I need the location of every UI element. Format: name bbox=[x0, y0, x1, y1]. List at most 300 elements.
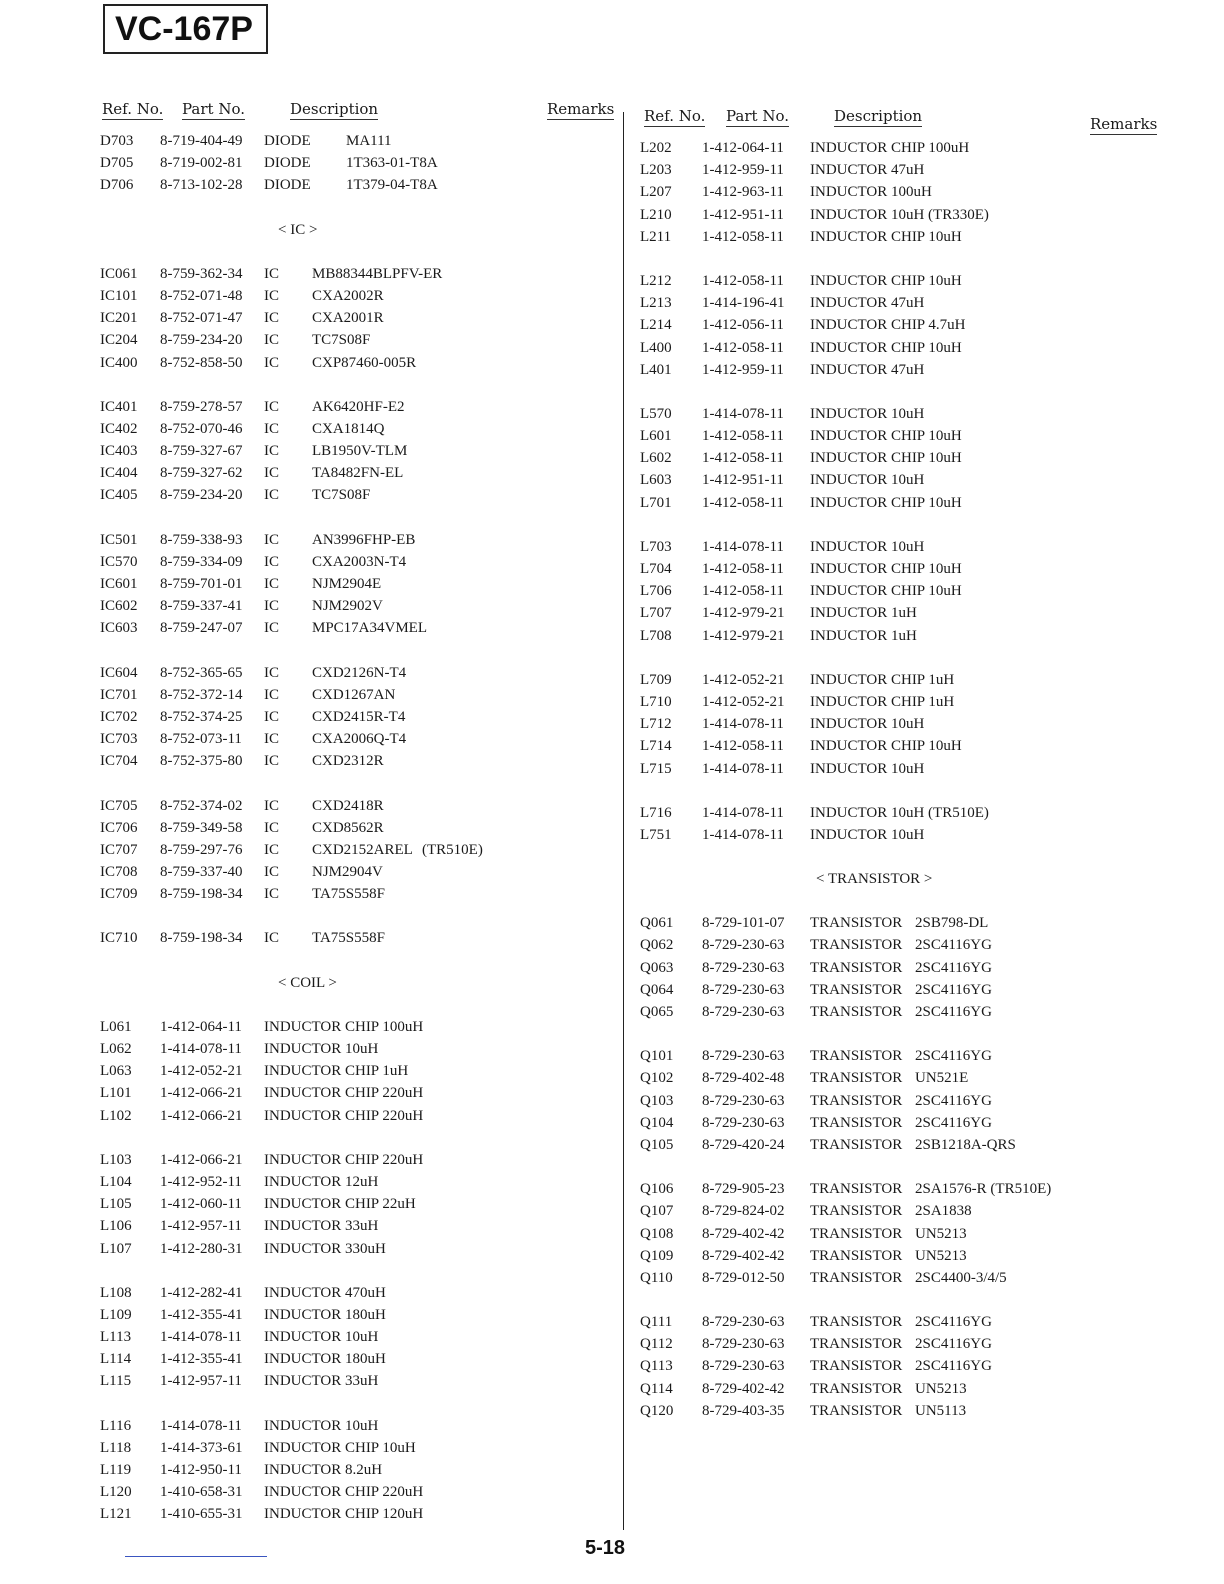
part-row bbox=[100, 795, 610, 817]
ref-no: L703 bbox=[640, 538, 672, 555]
part-row bbox=[640, 159, 1160, 181]
part-no: 8-729-230-63 bbox=[702, 981, 785, 998]
part-row bbox=[100, 839, 610, 861]
part-row bbox=[100, 263, 610, 285]
part-row bbox=[100, 1171, 610, 1193]
part-value: CXA1814Q bbox=[312, 420, 385, 437]
part-row bbox=[640, 270, 1160, 292]
ref-no: L707 bbox=[640, 605, 672, 622]
part-no: 1-412-058-11 bbox=[702, 272, 784, 289]
description: IC bbox=[264, 753, 279, 770]
part-value: UN5213 bbox=[915, 1247, 967, 1264]
part-no: 8-729-230-63 bbox=[702, 1004, 785, 1020]
part-no: 8-752-070-46 bbox=[160, 420, 243, 437]
ref-no: IC707 bbox=[100, 841, 138, 858]
row-gap bbox=[100, 994, 610, 1016]
description: INDUCTOR CHIP 10uH bbox=[810, 494, 962, 511]
part-row bbox=[640, 1112, 1160, 1134]
parts-column-right bbox=[640, 107, 1160, 1422]
part-row bbox=[640, 425, 1160, 447]
description: IC bbox=[264, 310, 279, 327]
ref-no: L712 bbox=[640, 716, 672, 733]
ref-no: L214 bbox=[640, 317, 672, 334]
description: INDUCTOR 100uH bbox=[810, 184, 932, 201]
part-row bbox=[640, 957, 1160, 979]
ref-no: L114 bbox=[100, 1351, 132, 1368]
part-row bbox=[640, 625, 1160, 647]
header-part: Part No. bbox=[182, 100, 245, 118]
ref-no: Q107 bbox=[640, 1203, 674, 1220]
part-no: 8-759-337-40 bbox=[160, 864, 243, 881]
part-row bbox=[640, 580, 1160, 602]
ref-no: L109 bbox=[100, 1306, 132, 1323]
ref-no: IC603 bbox=[100, 620, 138, 637]
description: TRANSISTOR bbox=[810, 1004, 903, 1020]
description: INDUCTOR CHIP 10uH bbox=[810, 450, 962, 467]
part-row bbox=[100, 595, 610, 617]
part-row bbox=[100, 1326, 610, 1348]
part-no: 8-729-012-50 bbox=[702, 1269, 785, 1286]
ref-no: Q065 bbox=[640, 1004, 674, 1020]
part-no: 1-412-052-21 bbox=[160, 1063, 243, 1080]
part-row bbox=[100, 352, 610, 374]
part-row bbox=[100, 1149, 610, 1171]
description: IC bbox=[264, 864, 279, 881]
part-no: 8-729-230-63 bbox=[702, 1114, 785, 1131]
part-row bbox=[100, 1105, 610, 1127]
part-value: 2SC4116YG bbox=[915, 937, 992, 954]
part-value: CXP87460-005R bbox=[312, 354, 417, 371]
description: IC bbox=[264, 531, 279, 548]
description: IC bbox=[264, 620, 279, 637]
description: IC bbox=[264, 731, 279, 748]
part-value: MA111 bbox=[346, 133, 392, 149]
part-row bbox=[640, 1355, 1160, 1377]
ref-no: Q102 bbox=[640, 1070, 674, 1087]
part-no: 1-414-078-11 bbox=[702, 538, 784, 555]
description: TRANSISTOR bbox=[810, 959, 903, 976]
part-row bbox=[640, 602, 1160, 624]
description: TRANSISTOR bbox=[810, 1402, 903, 1419]
row-gap bbox=[640, 248, 1160, 270]
description: TRANSISTOR bbox=[810, 1380, 903, 1397]
part-no: 8-719-002-81 bbox=[160, 155, 243, 172]
description: TRANSISTOR bbox=[810, 1247, 903, 1264]
part-value: CXD1267AN bbox=[312, 686, 396, 703]
ref-no: D703 bbox=[100, 133, 134, 149]
part-row bbox=[100, 706, 610, 728]
part-no: 1-412-056-11 bbox=[702, 317, 784, 334]
description: INDUCTOR CHIP 10uH bbox=[810, 339, 962, 356]
row-gap bbox=[100, 905, 610, 927]
ref-no: IC703 bbox=[100, 731, 138, 748]
header-remarks: Remarks bbox=[547, 100, 615, 118]
description: TRANSISTOR bbox=[810, 1070, 903, 1087]
description: DIODE bbox=[264, 133, 311, 149]
section-heading-label: < IC > bbox=[278, 221, 318, 238]
part-no: 8-729-230-63 bbox=[702, 1336, 785, 1353]
ref-no: IC701 bbox=[100, 686, 138, 703]
description: IC bbox=[264, 553, 279, 570]
part-no: 1-412-058-11 bbox=[702, 561, 784, 577]
page-number: 5-18 bbox=[585, 1537, 626, 1559]
description: IC bbox=[264, 354, 279, 371]
description: INDUCTOR 330uH bbox=[264, 1240, 386, 1257]
description: TRANSISTOR bbox=[810, 1336, 903, 1353]
part-row bbox=[100, 462, 610, 484]
part-no: 8-759-327-62 bbox=[160, 465, 243, 482]
ref-no: IC570 bbox=[100, 553, 138, 570]
ref-no: D705 bbox=[100, 155, 134, 172]
description: INDUCTOR 10uH bbox=[810, 538, 925, 555]
part-no: 1-412-058-11 bbox=[702, 450, 784, 467]
part-no: 8-729-824-02 bbox=[702, 1203, 785, 1220]
part-row bbox=[640, 204, 1160, 226]
ref-no: L400 bbox=[640, 339, 672, 356]
ref-no: L106 bbox=[100, 1218, 132, 1235]
description: IC bbox=[264, 819, 279, 836]
description: INDUCTOR 1uH bbox=[810, 627, 917, 644]
ref-no: L107 bbox=[100, 1240, 132, 1257]
description: INDUCTOR CHIP 22uH bbox=[264, 1196, 416, 1213]
description: INDUCTOR CHIP 10uH bbox=[810, 561, 962, 577]
part-row bbox=[640, 713, 1160, 735]
part-no: 1-412-058-11 bbox=[702, 494, 784, 511]
part-no: 1-414-078-11 bbox=[702, 760, 784, 777]
part-no: 8-729-230-63 bbox=[702, 1314, 785, 1331]
ref-no: L207 bbox=[640, 184, 672, 201]
ref-no: L751 bbox=[640, 826, 672, 843]
description: INDUCTOR 33uH bbox=[264, 1218, 379, 1235]
section-heading bbox=[100, 219, 610, 241]
part-value: TA75S558F bbox=[312, 930, 385, 947]
ref-no: L212 bbox=[640, 272, 672, 289]
part-no: 8-729-230-63 bbox=[702, 1092, 785, 1109]
part-row bbox=[640, 1200, 1160, 1222]
part-row bbox=[640, 758, 1160, 780]
part-row bbox=[100, 418, 610, 440]
part-value: 2SB1218A-QRS bbox=[915, 1136, 1016, 1153]
part-no: 1-412-066-21 bbox=[160, 1107, 243, 1124]
part-value: 2SA1576-R (TR510E) bbox=[915, 1181, 1052, 1198]
ref-no: IC101 bbox=[100, 287, 138, 304]
part-row bbox=[640, 1090, 1160, 1112]
ref-no: IC405 bbox=[100, 487, 138, 504]
part-value: CXD2152AREL bbox=[312, 841, 413, 858]
description: TRANSISTOR bbox=[810, 1358, 903, 1375]
part-no: 1-414-078-11 bbox=[702, 405, 784, 422]
part-row bbox=[640, 314, 1160, 336]
ref-no: L401 bbox=[640, 361, 672, 378]
ref-no: Q105 bbox=[640, 1136, 674, 1153]
ref-no: L115 bbox=[100, 1373, 132, 1390]
part-no: 8-759-327-67 bbox=[160, 443, 243, 460]
ref-no: L210 bbox=[640, 206, 672, 223]
part-no: 8-759-362-34 bbox=[160, 265, 243, 282]
ref-no: IC708 bbox=[100, 864, 138, 881]
part-row bbox=[640, 469, 1160, 491]
part-no: 1-412-066-21 bbox=[160, 1085, 243, 1102]
part-value: 2SC4116YG bbox=[915, 1004, 992, 1020]
part-no: 8-752-365-65 bbox=[160, 664, 243, 681]
part-no: 8-759-198-34 bbox=[160, 886, 243, 903]
row-gap bbox=[100, 640, 610, 662]
description: INDUCTOR 180uH bbox=[264, 1351, 386, 1368]
ref-no: L120 bbox=[100, 1484, 132, 1501]
part-no: 8-719-404-49 bbox=[160, 133, 243, 149]
part-no: 1-414-078-11 bbox=[702, 716, 784, 733]
description: IC bbox=[264, 598, 279, 615]
ref-no: L706 bbox=[640, 583, 672, 600]
part-row bbox=[640, 1378, 1160, 1400]
part-value: MB88344BLPFV-ER bbox=[312, 265, 443, 282]
part-row bbox=[100, 1503, 610, 1525]
description: TRANSISTOR bbox=[810, 1314, 903, 1331]
ref-no: IC704 bbox=[100, 753, 138, 770]
row-gap bbox=[640, 890, 1160, 912]
part-no: 1-412-963-11 bbox=[702, 184, 784, 201]
ref-no: IC709 bbox=[100, 886, 138, 903]
part-row bbox=[640, 934, 1160, 956]
part-value: 2SC4116YG bbox=[915, 1048, 992, 1065]
part-row bbox=[640, 912, 1160, 934]
description: IC bbox=[264, 398, 279, 415]
ref-no: L061 bbox=[100, 1018, 132, 1035]
header-description: Description bbox=[834, 107, 923, 125]
description: INDUCTOR 47uH bbox=[810, 295, 925, 312]
ref-no: Q103 bbox=[640, 1092, 674, 1109]
description: INDUCTOR CHIP 10uH bbox=[810, 428, 962, 445]
ref-no: L118 bbox=[100, 1439, 132, 1456]
column-header-left bbox=[100, 100, 615, 130]
ref-no: L202 bbox=[640, 140, 672, 156]
part-no: 1-410-655-31 bbox=[160, 1506, 243, 1523]
part-row bbox=[640, 1067, 1160, 1089]
part-row bbox=[640, 1267, 1160, 1289]
row-gap bbox=[640, 647, 1160, 669]
part-no: 1-414-196-41 bbox=[702, 295, 785, 312]
part-row bbox=[640, 558, 1160, 580]
part-row bbox=[100, 684, 610, 706]
part-no: 8-729-905-23 bbox=[702, 1181, 785, 1198]
part-no: 1-412-060-11 bbox=[160, 1196, 242, 1213]
ref-no: L116 bbox=[100, 1417, 132, 1434]
part-no: 1-412-951-11 bbox=[702, 472, 784, 489]
part-value: TA8482FN-EL bbox=[312, 465, 404, 482]
ref-no: L211 bbox=[640, 228, 672, 245]
parts-list-right bbox=[640, 137, 1160, 1422]
ref-no: IC601 bbox=[100, 576, 138, 592]
part-no: 1-412-058-11 bbox=[702, 428, 784, 445]
part-no: 1-412-959-11 bbox=[702, 162, 784, 179]
part-no: 1-412-979-21 bbox=[702, 627, 785, 644]
description: INDUCTOR 1uH bbox=[810, 605, 917, 622]
part-value: CXD2312R bbox=[312, 753, 384, 770]
part-no: 1-412-282-41 bbox=[160, 1284, 243, 1301]
part-row bbox=[100, 927, 610, 949]
part-row bbox=[100, 573, 610, 595]
part-row bbox=[100, 130, 610, 152]
description: INDUCTOR CHIP 10uH bbox=[810, 583, 962, 600]
section-heading bbox=[640, 868, 1160, 890]
part-no: 1-414-078-11 bbox=[702, 826, 784, 843]
row-gap bbox=[640, 514, 1160, 536]
description: TRANSISTOR bbox=[810, 1269, 903, 1286]
description: IC bbox=[264, 886, 279, 903]
row-gap bbox=[640, 1023, 1160, 1045]
ref-no: L102 bbox=[100, 1107, 132, 1124]
description: INDUCTOR 470uH bbox=[264, 1284, 386, 1301]
ref-no: L213 bbox=[640, 295, 672, 312]
description: INDUCTOR CHIP 220uH bbox=[264, 1085, 424, 1102]
part-row bbox=[100, 551, 610, 573]
ref-no: IC501 bbox=[100, 531, 138, 548]
part-no: 8-759-278-57 bbox=[160, 398, 243, 415]
ref-no: L113 bbox=[100, 1329, 132, 1346]
ref-no: Q063 bbox=[640, 959, 674, 976]
part-row bbox=[640, 824, 1160, 846]
part-no: 1-412-058-11 bbox=[702, 738, 784, 755]
part-no: 1-410-658-31 bbox=[160, 1484, 243, 1501]
description: INDUCTOR 10uH bbox=[810, 472, 925, 489]
ref-no: IC710 bbox=[100, 930, 138, 947]
part-value: 2SC4116YG bbox=[915, 1358, 992, 1375]
part-value: 2SC4116YG bbox=[915, 1114, 992, 1131]
part-value: AK6420HF-E2 bbox=[312, 398, 405, 415]
part-value: LB1950V-TLM bbox=[312, 443, 408, 460]
description: INDUCTOR CHIP 100uH bbox=[264, 1018, 424, 1035]
part-no: 1-412-950-11 bbox=[160, 1462, 242, 1478]
description: IC bbox=[264, 420, 279, 437]
description: INDUCTOR CHIP 10uH bbox=[264, 1439, 416, 1456]
part-no: 8-729-402-42 bbox=[702, 1247, 785, 1264]
part-no: 1-412-052-21 bbox=[702, 671, 785, 688]
ref-no: Q120 bbox=[640, 1402, 674, 1419]
part-row bbox=[640, 1333, 1160, 1355]
part-no: 1-414-078-11 bbox=[160, 1417, 242, 1434]
description: TRANSISTOR bbox=[810, 1092, 903, 1109]
part-no: 8-729-101-07 bbox=[702, 915, 785, 932]
part-row bbox=[100, 1481, 610, 1503]
part-row bbox=[100, 750, 610, 772]
part-no: 1-412-058-11 bbox=[702, 228, 784, 245]
part-row bbox=[100, 484, 610, 506]
row-gap bbox=[640, 846, 1160, 868]
ref-no: Q111 bbox=[640, 1314, 673, 1331]
ref-no: L715 bbox=[640, 760, 672, 777]
part-row bbox=[100, 617, 610, 639]
description: IC bbox=[264, 797, 279, 814]
description: IC bbox=[264, 841, 279, 858]
part-row bbox=[640, 1245, 1160, 1267]
part-row bbox=[640, 226, 1160, 248]
part-no: 8-752-858-50 bbox=[160, 354, 243, 371]
description: TRANSISTOR bbox=[810, 1225, 903, 1242]
part-row bbox=[640, 1223, 1160, 1245]
part-value: 2SC4116YG bbox=[915, 959, 992, 976]
part-row bbox=[100, 1060, 610, 1082]
description: TRANSISTOR bbox=[810, 1048, 903, 1065]
part-no: 8-752-374-02 bbox=[160, 797, 243, 814]
section-heading bbox=[100, 972, 610, 994]
part-value: UN521E bbox=[915, 1070, 969, 1087]
description: INDUCTOR CHIP 1uH bbox=[810, 693, 955, 710]
ref-no: Q061 bbox=[640, 915, 674, 932]
description: TRANSISTOR bbox=[810, 1181, 903, 1198]
part-row bbox=[640, 1134, 1160, 1156]
ref-no: Q110 bbox=[640, 1269, 673, 1286]
part-no: 8-759-337-41 bbox=[160, 598, 243, 615]
part-row bbox=[640, 1311, 1160, 1333]
part-row bbox=[100, 1038, 610, 1060]
row-gap bbox=[100, 197, 610, 219]
row-gap bbox=[100, 773, 610, 795]
part-row bbox=[640, 735, 1160, 757]
part-no: 1-414-078-11 bbox=[160, 1041, 242, 1057]
part-row bbox=[640, 669, 1160, 691]
header-description: Description bbox=[290, 100, 379, 118]
ref-no: IC061 bbox=[100, 265, 138, 282]
ref-no: IC404 bbox=[100, 465, 138, 482]
ref-no: Q104 bbox=[640, 1114, 674, 1131]
ref-no: L062 bbox=[100, 1041, 132, 1057]
row-gap bbox=[100, 507, 610, 529]
part-row bbox=[100, 1282, 610, 1304]
part-no: 8-759-198-34 bbox=[160, 930, 243, 947]
part-value: UN5213 bbox=[915, 1380, 967, 1397]
row-gap bbox=[100, 1260, 610, 1282]
description: INDUCTOR 10uH bbox=[810, 760, 925, 777]
part-row bbox=[100, 1238, 610, 1260]
description: INDUCTOR CHIP 220uH bbox=[264, 1151, 424, 1168]
part-value: 2SC4116YG bbox=[915, 981, 992, 998]
ref-no: IC400 bbox=[100, 354, 138, 371]
description: DIODE bbox=[264, 155, 311, 172]
part-no: 8-729-402-48 bbox=[702, 1070, 785, 1087]
description: IC bbox=[264, 930, 279, 947]
part-no: 8-759-349-58 bbox=[160, 819, 243, 836]
description: INDUCTOR CHIP 4.7uH bbox=[810, 317, 966, 334]
part-no: 1-412-957-11 bbox=[160, 1218, 242, 1235]
part-row bbox=[100, 1082, 610, 1104]
ref-no: D706 bbox=[100, 177, 134, 194]
description: INDUCTOR 33uH bbox=[264, 1373, 379, 1390]
part-no: 1-412-058-11 bbox=[702, 339, 784, 356]
description: INDUCTOR 180uH bbox=[264, 1306, 386, 1323]
part-value: CXD2418R bbox=[312, 797, 384, 814]
part-row bbox=[100, 174, 610, 196]
ref-no: IC401 bbox=[100, 398, 138, 415]
description: TRANSISTOR bbox=[810, 1203, 903, 1220]
ref-no: Q064 bbox=[640, 981, 674, 998]
description: TRANSISTOR bbox=[810, 915, 903, 932]
ref-no: IC706 bbox=[100, 819, 138, 836]
ref-no: L701 bbox=[640, 494, 672, 511]
ref-no: L119 bbox=[100, 1462, 132, 1478]
description: INDUCTOR CHIP 1uH bbox=[264, 1063, 409, 1080]
ref-no: L709 bbox=[640, 671, 672, 688]
part-row bbox=[100, 1304, 610, 1326]
description: IC bbox=[264, 487, 279, 504]
description: INDUCTOR 47uH bbox=[810, 162, 925, 179]
part-row bbox=[640, 536, 1160, 558]
model-title: VC-167P bbox=[103, 4, 268, 54]
column-header-right bbox=[640, 107, 1160, 137]
description: IC bbox=[264, 265, 279, 282]
ref-no: L105 bbox=[100, 1196, 132, 1213]
ref-no: IC604 bbox=[100, 664, 138, 681]
ref-no: Q112 bbox=[640, 1336, 673, 1353]
